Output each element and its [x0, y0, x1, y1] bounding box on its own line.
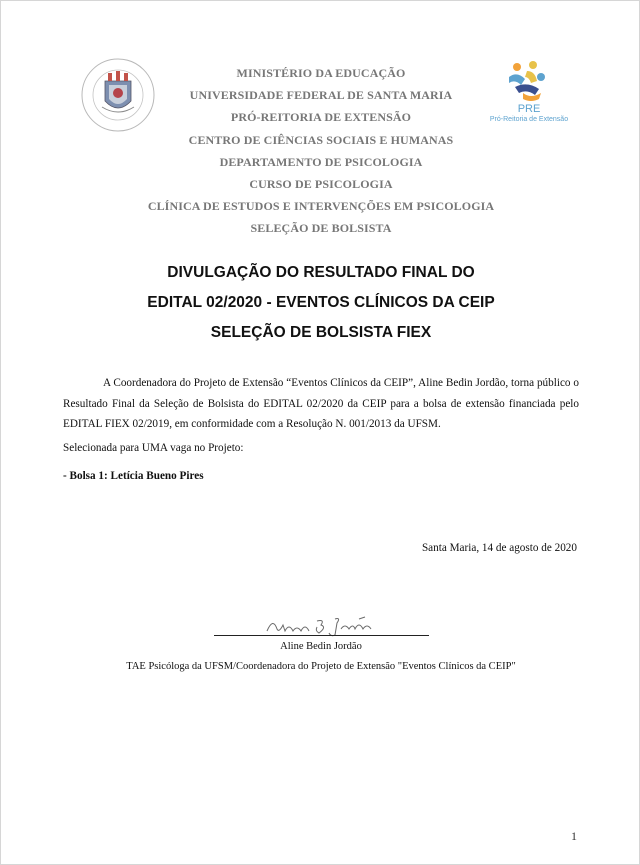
header-line-course: CURSO DE PSICOLOGIA [249, 177, 393, 192]
institution-header [1, 62, 640, 240]
header-line-university: UNIVERSIDADE FEDERAL DE SANTA MARIA [189, 88, 453, 103]
header-line-department: DEPARTAMENTO DE PSICOLOGIA [219, 154, 423, 169]
signature-line [214, 635, 429, 636]
date-line: Santa Maria, 14 de agosto de 2020 [421, 542, 577, 554]
header-line-ministry: MINISTÉRIO DA EDUCAÇÃO [236, 66, 406, 80]
pre-logo-full: Pró-Reitoria de Extensão [489, 116, 569, 123]
selected-candidate: - Bolsa 1: Letícia Bueno Pires [63, 470, 204, 482]
announcement-paragraph: A Coordenadora do Projeto de Extensão “Eventos Clínicos da CEIP”, Aline Bedin Jordão, torna público o Resultado Final da Seleção de Bolsista do EDITAL 02/2020 da CEIP para a bolsa de extensão financiada pelo EDITAL FIEX 02/2019, em conformidade com a Resolução N. 001/2013 da UFSM. [63, 377, 579, 430]
body-section [63, 373, 579, 435]
signer-role: TAE Psicóloga da UFSM/Coordenadora do Projeto de Extensão "Eventos Clínicos da CEIP" [126, 661, 516, 672]
header-line-clinic: CLÍNICA DE ESTUDOS E INTERVENÇÕES EM PSICOLOGIA [147, 199, 495, 214]
title-line-3: SELEÇÃO DE BOLSISTA FIEX [210, 324, 432, 341]
header-line-center: CENTRO DE CIÊNCIAS SOCIAIS E HUMANAS [188, 132, 454, 147]
page-number: 1 [571, 829, 577, 843]
title-line-1: DIVULGAÇÃO DO RESULTADO FINAL DO [167, 264, 475, 281]
document-title [1, 258, 640, 348]
pre-logo-abbr: PRE [517, 103, 541, 115]
header-line-selection: SELEÇÃO DE BOLSISTA [250, 221, 392, 236]
header-line-pro-rectory: PRÓ-REITORIA DE EXTENSÃO [230, 110, 412, 125]
selected-intro: Selecionada para UMA vaga no Projeto: [63, 442, 244, 454]
title-line-2: EDITAL 02/2020 - EVENTOS CLÍNICOS DA CEIP [147, 294, 495, 311]
signer-name: Aline Bedin Jordão [280, 641, 362, 652]
